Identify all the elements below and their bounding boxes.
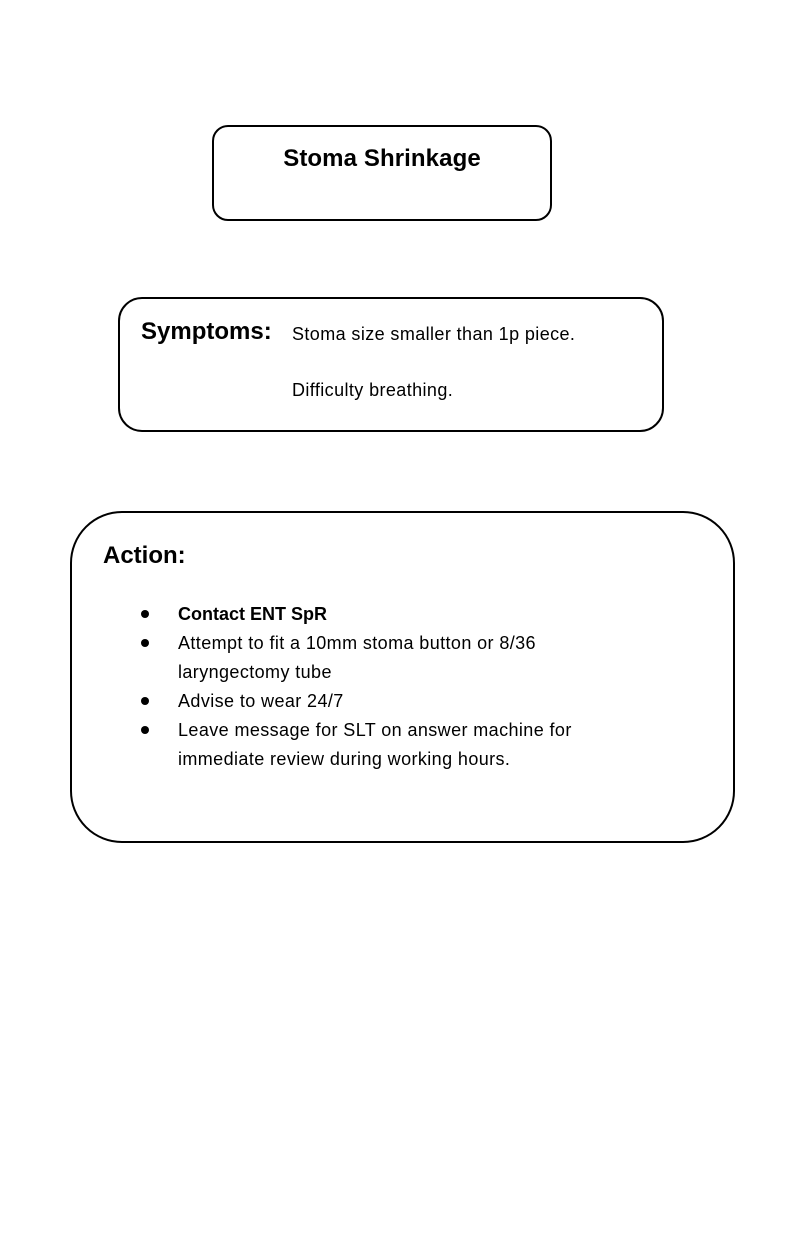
action-item bbox=[178, 600, 648, 629]
action-item bbox=[178, 687, 648, 716]
title-box bbox=[212, 125, 552, 221]
action-item bbox=[178, 629, 648, 687]
action-item bbox=[178, 716, 648, 774]
action-label: Action: bbox=[103, 542, 186, 569]
action-item-text: Contact ENT SpR bbox=[178, 604, 328, 624]
action-item-text: Attempt to fit a 10mm stoma button or 8/36 laryngectomy tube bbox=[178, 633, 536, 682]
symptoms-box bbox=[118, 297, 664, 432]
bullet-icon bbox=[141, 639, 149, 647]
bullet-icon bbox=[141, 726, 149, 734]
action-list bbox=[178, 600, 648, 774]
symptom-line: Difficulty breathing. bbox=[292, 380, 454, 400]
bullet-icon bbox=[141, 610, 149, 618]
page-title: Stoma Shrinkage bbox=[283, 145, 481, 172]
bullet-icon bbox=[141, 697, 149, 705]
symptom-line: Stoma size smaller than 1p piece. bbox=[292, 324, 576, 344]
action-box bbox=[70, 511, 735, 843]
symptoms-label: Symptoms: bbox=[141, 318, 272, 345]
action-item-text: Advise to wear 24/7 bbox=[178, 691, 344, 711]
action-item-text: Leave message for SLT on answer machine for immediate review during working hours. bbox=[178, 720, 572, 769]
